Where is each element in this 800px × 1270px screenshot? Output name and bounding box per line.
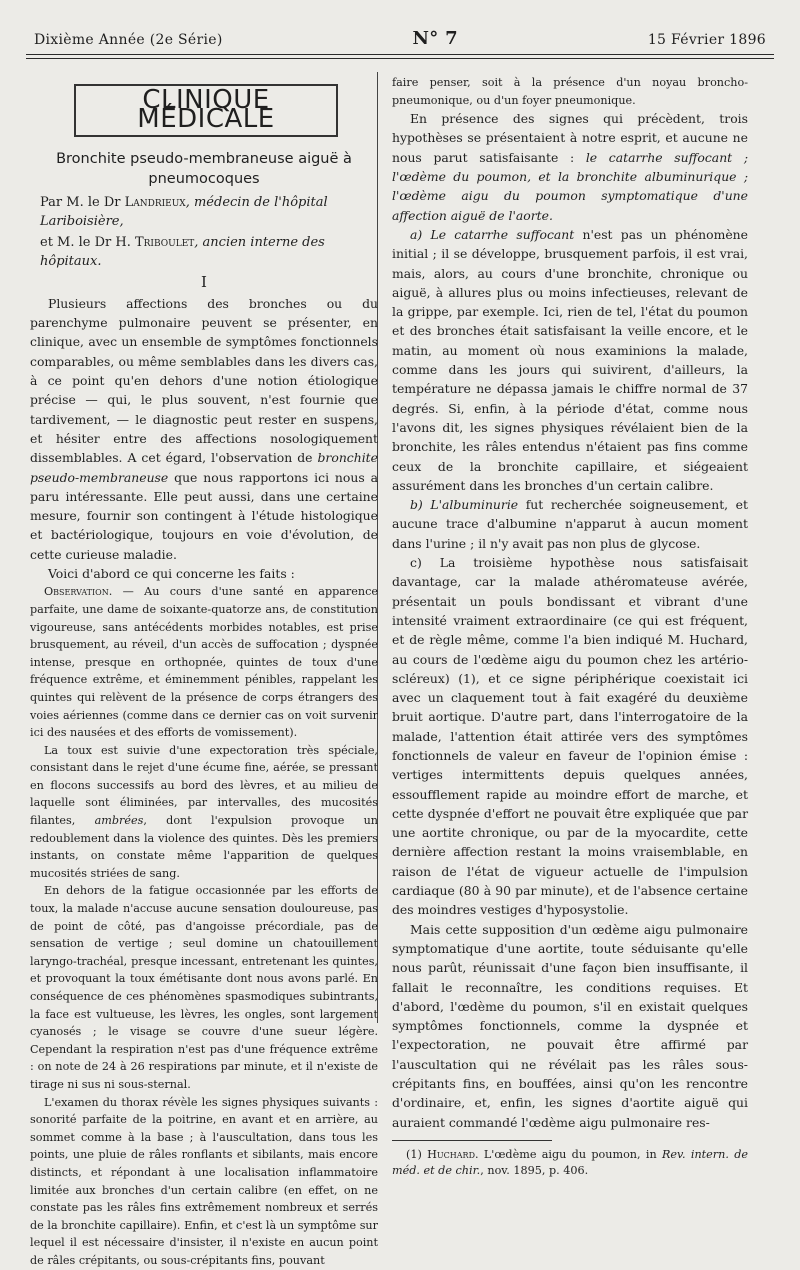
- article-title: Bronchite pseudo-membraneuse aiguë à pneumocoques: [56, 150, 352, 187]
- header-year-series: Dixième Année (2e Série): [34, 32, 223, 48]
- author1-name: Landrieux: [124, 194, 186, 210]
- continuation-paragraph: faire penser, soit à la présence d'un noyau broncho-pneumonique, ou d'un foyer pneumonique.: [392, 76, 748, 107]
- right-column: [392, 74, 748, 1179]
- footnote-end: , nov. 1895, p. 406.: [480, 1163, 589, 1177]
- observation-text: — Au cours d'une santé en apparence parfaite, une dame de soixante-quatorze ans, de constitution vigoureuse, sans antécédents morbides notables, est prise brusquement, au réveil, d'un accès de suffocation ; dyspnée intense, presque en orthopnée, quintes de toux d'une fréquence extrême, et éminemment pénibles, rappelant les quintes qui relèvent de la présence de corps étrangers des voies aériennes (comme dans ce dernier cas on voit survenir ici des nausées et des efforts de vomissement).: [30, 585, 378, 740]
- intro-emphasis: bronchite pseudo-membraneuse: [30, 450, 378, 485]
- expectoration-emphasis: ambrées: [94, 814, 144, 828]
- hypothesis-a-paragraph: [392, 225, 748, 495]
- intro-paragraph: [30, 294, 378, 564]
- intro-text: Plusieurs affections des bronches ou du parenchyme pulmonaire peuvent se présenter, en clinique, avec un ensemble de symptômes fonctionnels comparables, ou même semblables dans les divers cas, à ce point qu'en dehors d'une notion étiologique précise — qui, le plus souvent, n'est fournie que tardivement, — le diagnostic peut rester en suspens, et hésiter entre des affections nosologiquement dissemblables. A cet égard, l'observation de: [30, 295, 378, 466]
- footnote-journal: Rev. intern. de méd. et de chir.: [392, 1147, 748, 1177]
- section-title: CLINIQUE MÉDICALE: [74, 84, 338, 137]
- header-date: 15 Février 1896: [647, 32, 766, 48]
- intro-text-end: que nous rapportons ici nous a paru intéressante. Elle peut aussi, dans une certaine mesure, fournir son contingent à l'étude histologique et bactériologique, toujours en voie d'évolution, de cette curieuse maladie.: [30, 469, 378, 562]
- expectoration-text: La toux est suivie d'une expectoration très spéciale, consistant dans le rejet d'une écume fine, aérée, se pressant en flocons successifs au bord des lèvres, et au milieu de laquelle sont éliminées, par intervalles, des mucosités filantes,: [30, 743, 378, 828]
- footnote-number: (1): [406, 1147, 428, 1161]
- author2-role: , ancien interne des hôpitaux.: [40, 234, 325, 269]
- continuation-block: [392, 74, 748, 109]
- left-column: [30, 74, 378, 1270]
- author1-prefix: Par M. le Dr: [40, 194, 125, 210]
- hypothesis-b-paragraph: [392, 495, 748, 553]
- hypothesis-c-paragraph: c) La troisième hypothèse nous satisfaisait davantage, car la malade athéromateuse avérée, présentait un pouls bondissant et vibrant d'une intensité vraiment extraordinaire (ce qui est fréquent, et de règle même, comme l'a bien indiqué M. Huchard, au cours de l'œdème aigu du poumon chez les artério-scléreux) (1), et ce signe périphérique coexistait ici avec un claquement tout à fait exagéré du deuxième bruit aortique. D'autre part, dans l'interrogatoire de la malade, l'attention était attirée vers des symptômes fonctionnels de valeur en faveur de l'opinion émise : vertiges intermittents depuis quelques années, essoufflement rapide au moindre effort de marche, et cette dyspnée d'effort ne pouvait être expliquée que par une aortite chronique, ou par de la myocardite, cette dernière affection restant la moins vraisemblable, en raison de l'état de vigueur actuelle de l'impulsion cardiaque (80 à 90 par minute), et de l'absence certaine des moindres vestiges d'hyposystolie.: [392, 555, 748, 918]
- hypotheses-paragraph: [392, 109, 748, 225]
- expectoration-text-end: , dont l'expulsion provoque un redoublement dans la violence des quintes. Dès les premiers instants, on constate même l'apparition de quelques mucosités striées de sang.: [30, 814, 378, 880]
- header-rule: [26, 54, 774, 55]
- author-line-2: [30, 233, 378, 271]
- observation-block: [30, 583, 378, 1269]
- author1-role: , médecin de l'hôpital Lariboisière,: [40, 194, 328, 229]
- footnote: [392, 1147, 748, 1179]
- header-issue-number: N° 7: [412, 28, 458, 49]
- hypothesis-a-text: n'est pas un phénomène initial ; il se développe, brusquement parfois, il est vrai, mais, alors, au cours d'une bronchite, chronique ou aiguë, à allures plus ou moins infectieuses, relevant de la grippe, par exemple. Ici, rien de tel, l'état du poumon et des bronches était satisfaisant la veille encore, et le matin, au moment où nous examinions la malade, comme dans les jours qui suivirent, d'ailleurs, la température ne dépassa jamais le chiffre normal de 37 degrés. Si, enfin, à la période d'état, comme nous l'avons dit, les signes physiques révélaient bien de la bronchite, les râles entendus n'étaient pas fins comme ceux de la bronchite capillaire, et siégeaient assurément dans les bronches d'un certain calibre.: [392, 226, 748, 493]
- facts-paragraph: Voici d'abord ce qui concerne les faits :: [48, 566, 295, 582]
- footnote-text: . L'œdème aigu du poumon, in: [474, 1147, 662, 1161]
- footnote-rule: [392, 1140, 552, 1141]
- footnote-author: Huchard: [427, 1147, 475, 1161]
- hypotheses-text: En présence des signes qui précèdent, trois hypothèses se présentaient à notre esprit, et aucune ne nous parut satisfaisante :: [392, 111, 748, 165]
- observation-label: Observation.: [44, 585, 113, 599]
- author2-prefix: et M. le Dr H.: [40, 234, 135, 250]
- author-line-1: [30, 193, 378, 231]
- header-rule-thin: [26, 58, 774, 59]
- thorax-paragraph: L'examen du thorax révèle les signes physiques suivants : sonorité parfaite de la poitrine, en avant et en arrière, au sommet comme à la base ; à l'auscultation, dans tous les points, une pluie de râles ronflants et sibilants, mais encore distincts, et répondant à une localisation inflammatoire limitée aux bronches d'un certain calibre (en effet, on ne constate pas les râles fins extrêmement nombreux et serrés de la bronchite capillaire). Enfin, et c'est là un symptôme sur lequel il est nécessaire d'insister, il n'existe en aucun point de râles crépitants, ou sous-crépitants fins, pouvant: [30, 1095, 378, 1267]
- section-number: I: [201, 272, 207, 291]
- observation-paragraph: [30, 583, 378, 741]
- hypothesis-b-label: b) L'albuminurie: [410, 497, 519, 513]
- fatigue-paragraph: En dehors de la fatigue occasionnée par les efforts de toux, la malade n'accuse aucune sensation douloureuse, pas de point de côté, pas d'angoisse précordiale, pas de sensation de vertige ; seul domine un chatouillement laryngo-trachéal, presque incessant, entretenant les quintes, et provoquant la toux émétisante dont nous avons parlé. En conséquence de ces phénomènes spasmodiques subintrants, la face est vultueuse, les lèvres, les ongles, sont largement cyanosés ; le visage se couvre d'une sueur légère. Cependant la respiration n'est pas d'une fréquence extrême : on note de 24 à 26 respirations par minute, et il n'existe de tirage ni sus ni sous-sternal.: [30, 884, 378, 1091]
- hypothesis-a-label: a) Le catarrhe suffocant: [410, 226, 575, 242]
- supposition-paragraph: Mais cette supposition d'un œdème aigu pulmonaire symptomatique d'une aortite, toute séduisante qu'elle nous parût, réunissait d'une façon bien insuffisante, il fallait le reconnaître, les conditions requises. Et d'abord, l'œdème du poumon, s'il en existait quelques symptômes fonctionnels, comme la dyspnée et l'expectoration, ne pouvait être affirmé par l'auscultation qui ne révélait pas les râles sous-crépitants fins, en bouffées, ainsi qu'on les rencontre d'ordinaire, et, enfin, les signes d'aortite aiguë qui auraient commandé l'œdème aigu pulmonaire res-: [392, 921, 748, 1130]
- expectoration-paragraph: [30, 742, 378, 883]
- hypotheses-emphasis: le catarrhe suffocant ; l'œdème du poumon, et la bronchite albuminurique ; l'œdème aigu du poumon symptomatique d'une affection aiguë de l'aorte.: [392, 149, 748, 223]
- hypothesis-b-text: fut recherchée soigneusement, et aucune trace d'albumine n'apparut à aucun moment dans l'urine ; il n'y avait pas non plus de glycose.: [392, 497, 748, 551]
- running-header: [34, 28, 766, 50]
- author2-name: Triboulet: [134, 234, 195, 250]
